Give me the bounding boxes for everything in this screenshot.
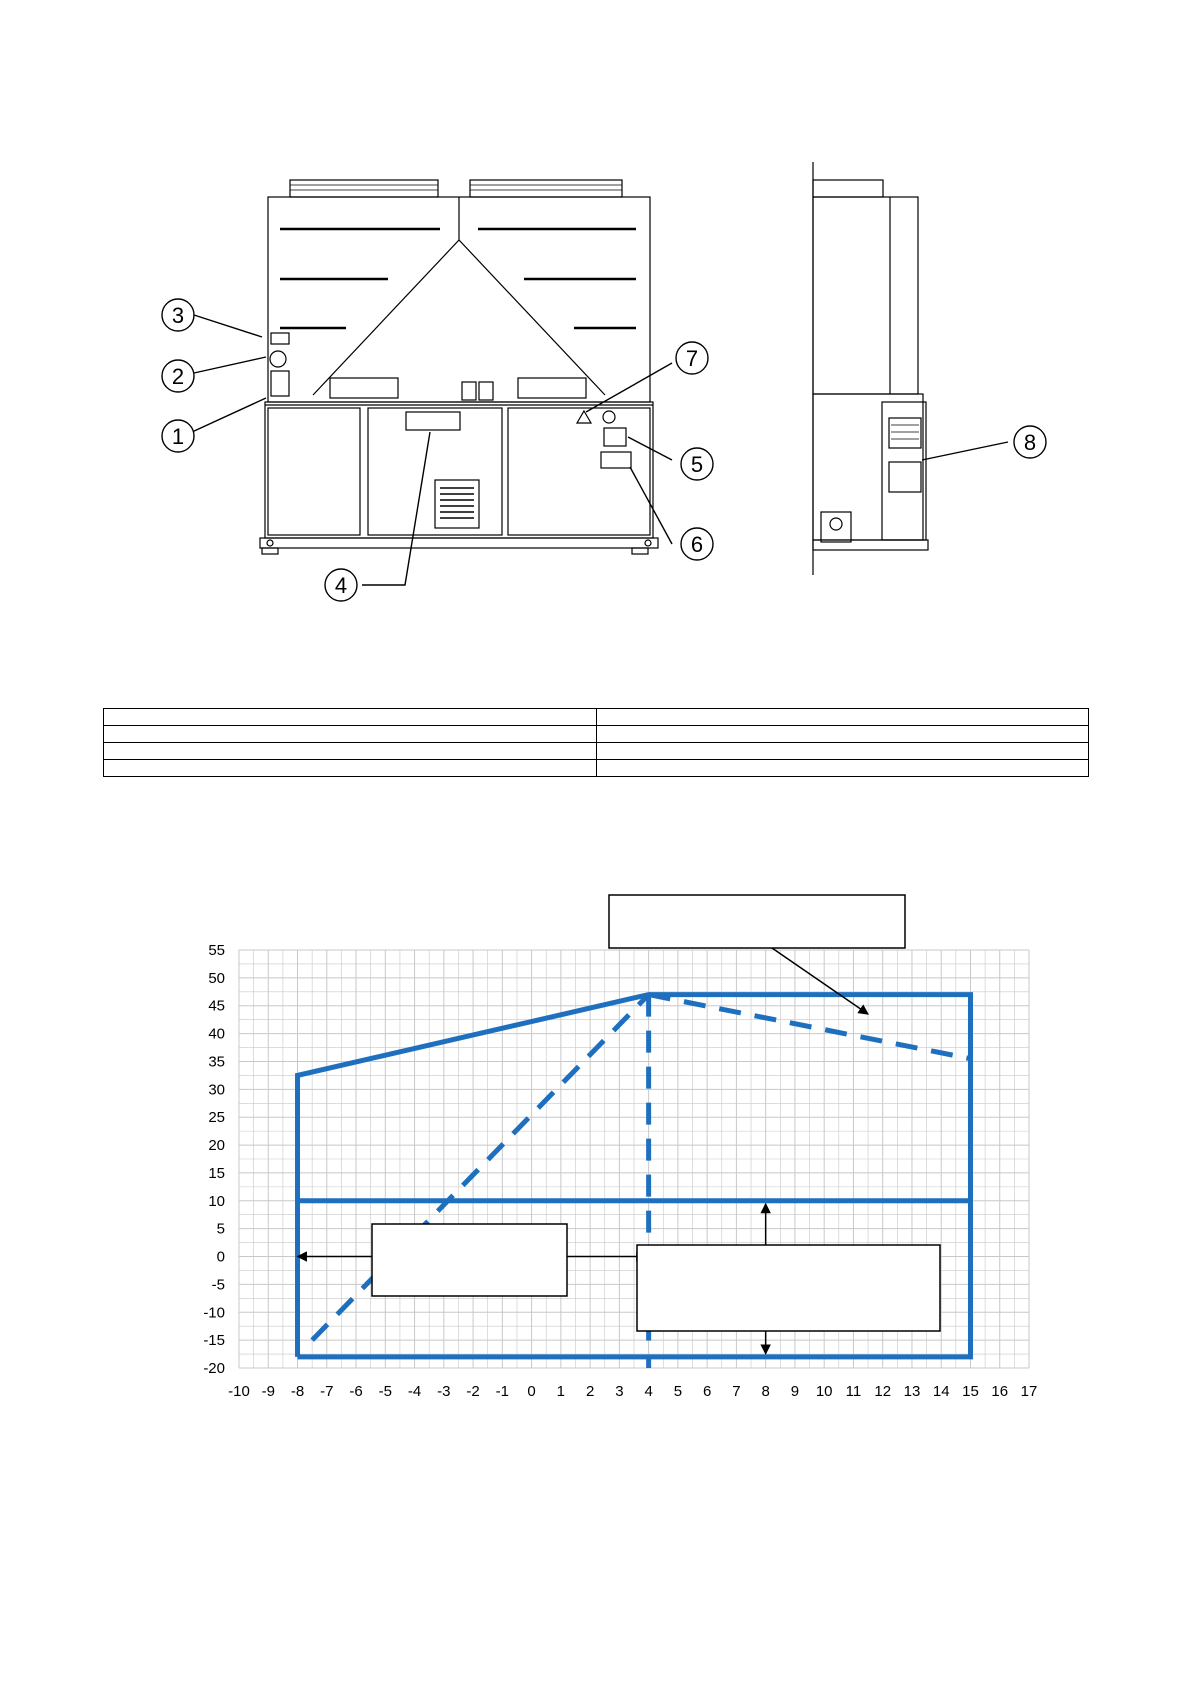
label-plate-8 [889,462,921,492]
base-frame [260,538,658,548]
table-cell [596,743,1089,760]
fan-grille-left [290,180,438,197]
table-row [104,760,1089,777]
warning-triangle-7 [577,411,591,423]
x-tick-label: 15 [962,1383,979,1400]
side-fan [813,180,883,197]
callout-6: 6 [690,532,704,557]
y-tick-label: 30 [208,1081,225,1099]
fan-grille-right [470,180,622,197]
x-tick-label: 0 [527,1383,536,1400]
label-plate-6 [601,452,631,468]
x-tick-label: 1 [556,1383,566,1400]
annotation-box-right [637,1245,940,1331]
callout-8: 8 [1023,430,1037,455]
table-cell [104,743,597,760]
table-row [104,709,1089,726]
annotation-box-top [609,895,905,948]
x-tick-label: -5 [378,1383,392,1400]
table-cell [596,760,1089,777]
y-tick-label: 0 [216,1248,225,1266]
x-tick-label: 12 [874,1383,892,1400]
x-tick-label: 8 [761,1383,770,1400]
x-tick-label: 11 [845,1383,862,1400]
y-tick-label: 25 [208,1109,225,1127]
v-coil [313,240,605,395]
y-tick-label: -15 [203,1332,225,1350]
y-tick-label: -20 [203,1360,225,1377]
side-panel-right [508,408,650,535]
x-tick-label: -3 [437,1383,451,1400]
y-tick-label: 40 [208,1025,225,1043]
x-tick-label: -9 [261,1383,275,1400]
label-plate-4 [406,412,460,430]
table-cell [104,760,597,777]
table-cell [104,709,597,726]
x-tick-label: 9 [790,1383,800,1400]
callout-4: 4 [334,573,348,598]
x-tick-label: 5 [673,1383,683,1400]
x-tick-label: 3 [615,1383,624,1400]
x-tick-label: -4 [407,1383,422,1400]
main-switch [603,411,615,423]
callout-5: 5 [690,452,704,477]
table-cell [596,726,1089,743]
y-tick-label: 20 [208,1137,225,1155]
y-tick-label: -10 [203,1304,225,1322]
y-tick-label: -5 [211,1276,225,1294]
x-tick-label: -7 [320,1383,334,1400]
label-plate-3 [271,333,289,344]
table-cell [596,709,1089,726]
x-tick-label: -8 [290,1383,305,1400]
envelope-chart [0,880,1190,1420]
callout-1: 1 [171,424,185,449]
y-tick-label: 15 [208,1164,225,1182]
annotation-box-left [372,1224,567,1296]
x-tick-label: 6 [702,1383,712,1400]
x-tick-label: 16 [991,1383,1009,1400]
y-tick-label: 50 [208,969,225,987]
label-plate-1 [271,371,289,396]
x-tick-label: 10 [815,1383,833,1400]
y-tick-label: 45 [208,997,225,1015]
x-tick-label: -10 [228,1383,250,1400]
x-tick-label: 17 [1020,1383,1038,1400]
x-tick-label: -2 [466,1383,480,1400]
side-panel-left [268,408,360,535]
label-plate-5 [604,428,626,446]
x-tick-label: 14 [932,1383,950,1400]
label-plate-2 [270,351,286,367]
side-lower-casing [813,394,923,540]
table-cell [104,726,597,743]
x-tick-label: -1 [495,1383,510,1400]
x-tick-label: 13 [903,1383,921,1400]
table-row [104,726,1089,743]
y-tick-label: 5 [216,1220,225,1238]
x-tick-label: 7 [732,1383,741,1400]
x-tick-label: 4 [644,1383,653,1400]
x-tick-label: 2 [585,1383,595,1400]
y-tick-label: 10 [208,1192,225,1210]
table-row [104,743,1089,760]
callout-7: 7 [685,346,699,371]
unit-drawing [0,0,1190,620]
side-upper-casing [813,197,918,394]
spec-table [103,708,1089,777]
y-tick-label: 35 [208,1053,225,1071]
callout-3: 3 [171,303,185,328]
y-tick-label: 55 [208,942,225,959]
x-tick-label: -6 [349,1383,363,1400]
callout-2: 2 [171,364,185,389]
